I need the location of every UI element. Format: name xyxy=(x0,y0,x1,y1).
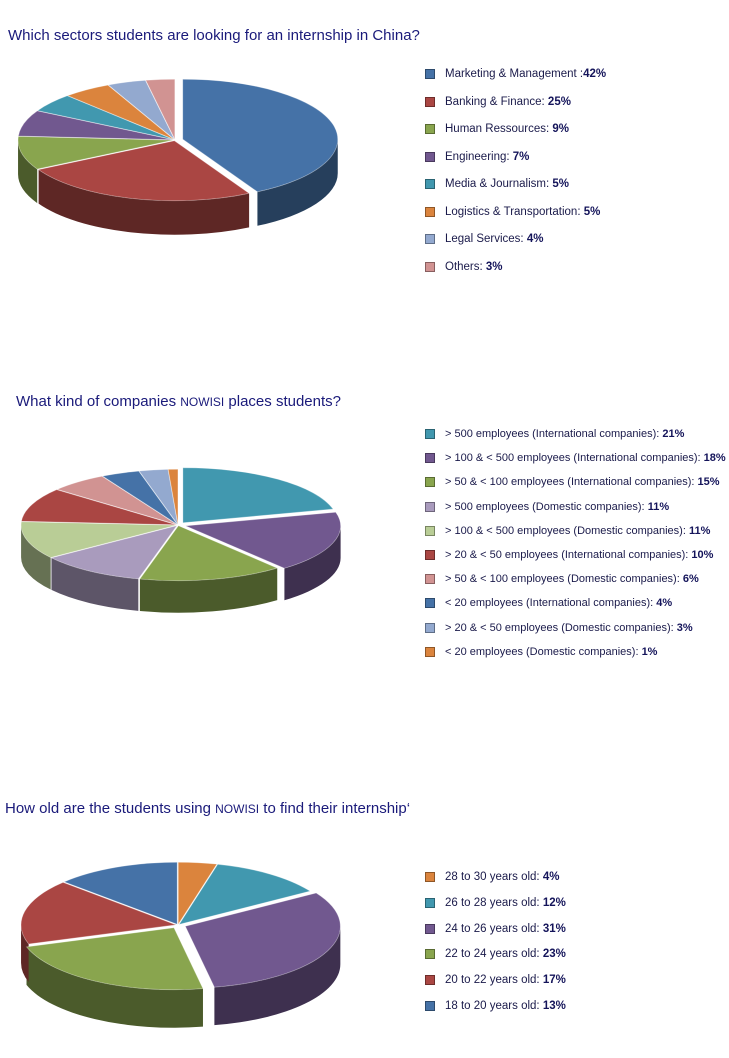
legend-label-text: > 50 & < 100 employees (Domestic companies): xyxy=(445,573,683,586)
legend-label xyxy=(445,548,713,562)
legend-label-text: 20 to 22 years old: xyxy=(445,974,543,987)
legend-swatch xyxy=(425,262,435,272)
legend-label xyxy=(445,232,543,246)
legend-value: 18% xyxy=(703,452,726,465)
chart2-title-brand: NOWISI xyxy=(180,395,225,409)
chart3-title xyxy=(5,800,410,817)
legend-value: 23% xyxy=(542,948,566,961)
legend-label-text: > 500 employees (International companies): xyxy=(445,428,663,440)
legend-value: 15% xyxy=(697,476,720,489)
legend-value: 9% xyxy=(552,123,569,135)
legend-value: 4% xyxy=(526,233,544,245)
legend-label xyxy=(445,205,600,219)
legend-label xyxy=(445,870,559,884)
legend-swatch xyxy=(425,97,435,107)
legend-label xyxy=(445,999,566,1013)
legend-swatch xyxy=(425,550,435,560)
legend-swatch xyxy=(425,526,435,536)
legend-swatch xyxy=(425,647,435,657)
legend-value: 4% xyxy=(656,597,673,610)
legend-value: 3% xyxy=(485,260,503,273)
legend-label-text: Media & Journalism: xyxy=(445,178,553,190)
chart1-pie xyxy=(10,70,350,270)
legend-swatch xyxy=(425,69,435,79)
legend-label xyxy=(445,475,720,489)
legend-swatch xyxy=(425,234,435,244)
legend-value: 6% xyxy=(682,573,699,586)
chart3-title-after: to find their internship‘ xyxy=(259,800,411,817)
legend-value: 13% xyxy=(542,1000,566,1012)
legend-label xyxy=(445,524,710,538)
legend-label-text: 18 to 20 years old: xyxy=(445,1000,543,1012)
legend-label-text: Logistics & Transportation: xyxy=(445,205,584,218)
legend-label xyxy=(445,67,606,81)
legend-value: 5% xyxy=(583,205,601,218)
legend-label xyxy=(445,150,529,164)
legend-value: 10% xyxy=(691,549,714,561)
legend-label-text: > 100 & < 500 employees (International companies): xyxy=(445,452,704,465)
legend-label xyxy=(445,922,566,936)
legend-label-text: 28 to 30 years old: xyxy=(445,871,543,883)
legend-value: 42% xyxy=(583,68,607,80)
legend-swatch xyxy=(425,477,435,487)
legend-swatch xyxy=(425,598,435,608)
legend-swatch xyxy=(425,924,435,934)
legend-label xyxy=(445,427,684,441)
legend-label-text: Banking & Finance: xyxy=(445,95,548,108)
legend-value: 31% xyxy=(542,922,566,935)
legend-label xyxy=(445,572,699,586)
legend-value: 3% xyxy=(676,621,693,634)
chart2-title-before: What kind of companies xyxy=(16,393,181,410)
legend-value: 12% xyxy=(542,896,566,909)
legend-label xyxy=(445,500,669,514)
legend-label xyxy=(445,95,571,109)
chart2-title-after: places students? xyxy=(224,393,341,410)
chart1-title: Which sectors students are looking for an internship in China? xyxy=(8,27,420,44)
chart3-pie xyxy=(10,855,350,1055)
legend-label xyxy=(445,451,726,465)
chart2-legend xyxy=(425,427,725,667)
legend-value: 17% xyxy=(542,974,566,987)
legend-label-text: 26 to 28 years old: xyxy=(445,896,543,909)
legend-label xyxy=(445,973,566,987)
legend-label-text: Marketing & Management : xyxy=(445,68,584,80)
chart3-title-before: How old are the students using xyxy=(5,800,216,817)
legend-label xyxy=(445,122,569,136)
legend-value: 25% xyxy=(547,95,571,108)
legend-swatch xyxy=(425,1001,435,1011)
legend-value: 11% xyxy=(647,500,670,513)
legend-swatch xyxy=(425,949,435,959)
legend-label xyxy=(445,596,672,610)
legend-swatch xyxy=(425,898,435,908)
legend-label-text: < 20 employees (International companies): xyxy=(445,597,657,610)
chart3-title-brand: NOWISI xyxy=(215,802,260,816)
chart2-pie xyxy=(10,455,350,655)
legend-label-text: Others: xyxy=(445,260,486,273)
legend-label-text: > 500 employees (Domestic companies): xyxy=(445,500,648,513)
legend-label-text: > 50 & < 100 employees (International companies): xyxy=(445,476,698,489)
legend-swatch xyxy=(425,623,435,633)
legend-swatch xyxy=(425,124,435,134)
legend-label xyxy=(445,177,569,191)
legend-label-text: 24 to 26 years old: xyxy=(445,922,543,935)
legend-swatch xyxy=(425,179,435,189)
legend-label xyxy=(445,621,693,635)
legend-value: 1% xyxy=(641,645,658,658)
legend-swatch xyxy=(425,574,435,584)
legend-label-text: > 20 & < 50 employees (Domestic companies): xyxy=(445,621,677,634)
legend-label-text: < 20 employees (Domestic companies): xyxy=(445,645,642,658)
legend-swatch xyxy=(425,975,435,985)
legend-value: 21% xyxy=(662,428,685,440)
legend-swatch xyxy=(425,502,435,512)
legend-swatch xyxy=(425,207,435,217)
legend-swatch xyxy=(425,453,435,463)
legend-value: 5% xyxy=(552,178,569,190)
legend-swatch xyxy=(425,152,435,162)
legend-label xyxy=(445,896,566,910)
legend-label-text: > 20 & < 50 employees (International companies): xyxy=(445,549,692,561)
legend-label xyxy=(445,947,566,961)
legend-label-text: Engineering: xyxy=(445,150,513,163)
chart3-legend xyxy=(425,870,725,1020)
legend-label-text: 22 to 24 years old: xyxy=(445,948,543,961)
legend-value: 4% xyxy=(542,871,560,883)
legend-swatch xyxy=(425,872,435,882)
legend-value: 7% xyxy=(512,150,530,163)
legend-label-text: Human Ressources: xyxy=(445,123,553,135)
chart1-legend xyxy=(425,67,725,287)
chart2-title xyxy=(16,393,341,410)
legend-value: 11% xyxy=(688,524,711,537)
legend-swatch xyxy=(425,429,435,439)
legend-label-text: > 100 & < 500 employees (Domestic companies): xyxy=(445,524,689,537)
legend-label xyxy=(445,645,657,659)
legend-label-text: Legal Services: xyxy=(445,233,527,245)
legend-label xyxy=(445,260,503,274)
